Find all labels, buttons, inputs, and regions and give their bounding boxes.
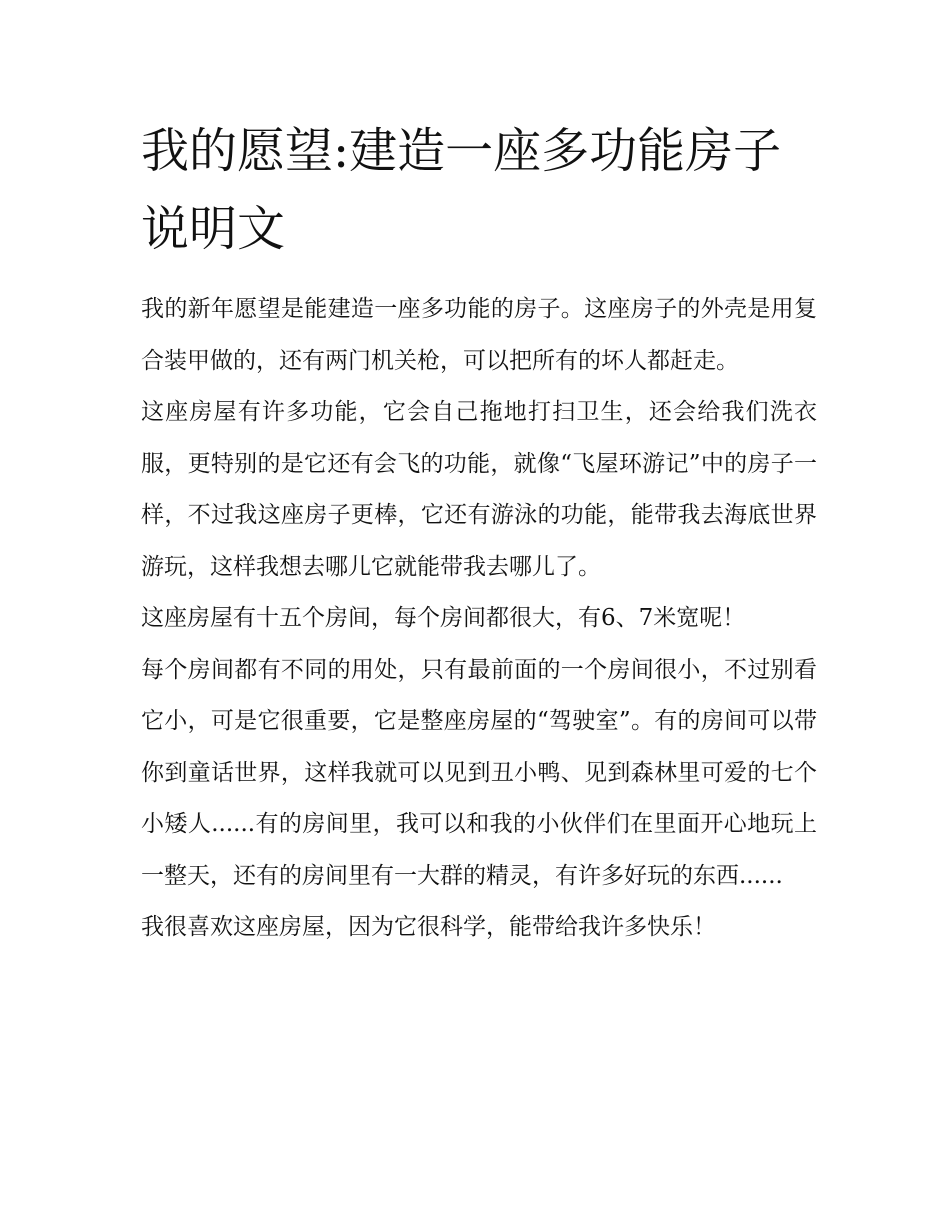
paragraph-functions: 这座房屋有许多功能，它会自己拖地打扫卫生，还会给我们洗衣服，更特别的是它还有会飞的功能，就像“飞屋环游记”中的房子一样，不过我这座房子更棒，它还有游泳的功能，能带我去海底世界游玩，这样我想去哪儿它就能带我去哪儿了。 [141, 399, 817, 580]
paragraph-rooms: 这座房屋有十五个房间，每个房间都很大，有6、7米宽呢！ [141, 605, 746, 631]
paragraph-room-uses: 每个房间都有不同的用处，只有最前面的一个房间很小，不过别看它小，可是它很重要，它是整座房屋的“驾驶室”。有的房间可以带你到童话世界，这样我就可以见到丑小鸭、见到森林里可爱的七个小矮人......有的房间里，我可以和我的小伙伴们在里面开心地玩上一整天，还有的房间里有一大群的精灵，有许多好玩的东西...... [141, 656, 817, 889]
document-title: 我的愿望:建造一座多功能房子说明文 [141, 123, 782, 257]
paragraph-conclusion: 我很喜欢这座房屋，因为它很科学，能带给我许多快乐！ [141, 914, 716, 940]
paragraph-intro: 我的新年愿望是能建造一座多功能的房子。这座房子的外壳是用复合装甲做的，还有两门机关枪，可以把所有的坏人都赶走。 [141, 296, 817, 374]
document-body [141, 112, 817, 954]
